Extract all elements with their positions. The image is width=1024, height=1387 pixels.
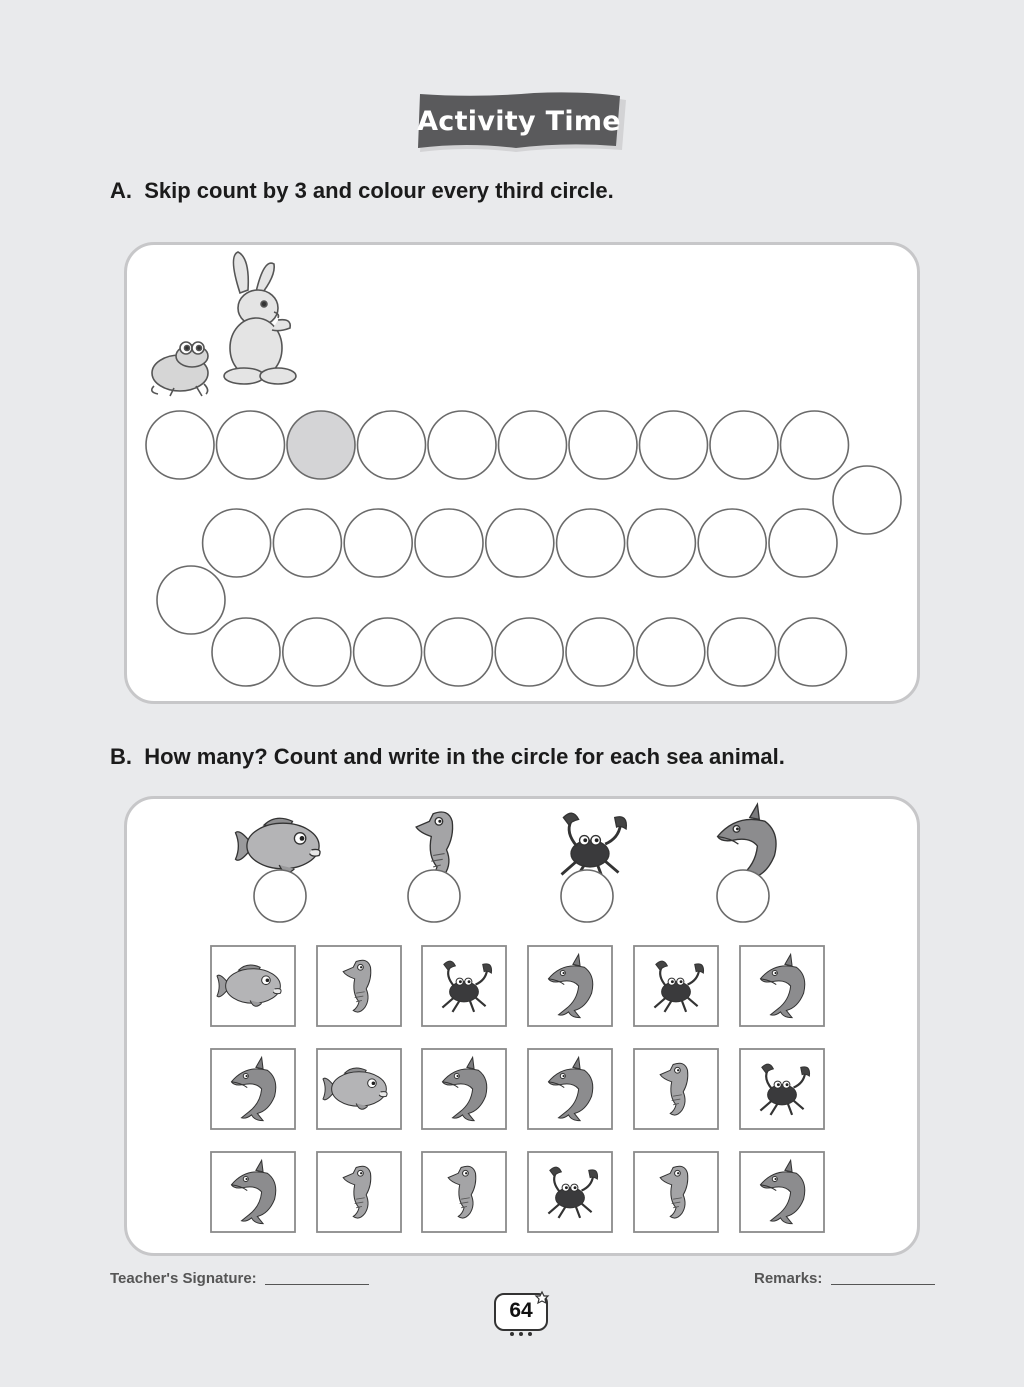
grid-cell [211,1152,295,1232]
count-circle-21[interactable] [157,566,225,634]
teacher-signature [110,1270,369,1287]
grid-cell [528,946,612,1026]
grid-cell [422,1049,506,1129]
rabbit-icon [224,252,296,384]
frog-and-rabbit-illustration [140,248,310,408]
question-b-label: B. [110,744,132,769]
count-circle-3[interactable] [287,411,355,479]
answer-crab [561,813,626,922]
count-circle-13[interactable] [698,509,766,577]
count-circle-29[interactable] [708,618,776,686]
count-circle-15[interactable] [557,509,625,577]
grid-cell [740,1049,824,1129]
grid-cell [634,1049,718,1129]
count-circle-14[interactable] [627,509,695,577]
count-circle-19[interactable] [273,509,341,577]
count-circle-26[interactable] [495,618,563,686]
count-circle-27[interactable] [566,618,634,686]
count-circle-7[interactable] [569,411,637,479]
grid-cell [422,946,506,1026]
grid-cell [634,1152,718,1232]
question-b [110,744,785,770]
grid-cell [634,946,718,1026]
count-circle-24[interactable] [354,618,422,686]
count-circle-28[interactable] [637,618,705,686]
remarks-label: Remarks: [754,1270,823,1287]
remarks-line[interactable] [831,1284,935,1285]
grid-cell [317,1152,401,1232]
frog-icon [152,342,208,396]
answer-circle-seahorse[interactable] [408,870,460,922]
count-circle-5[interactable] [428,411,496,479]
question-b-instruction: How many? Count and write in the circle for each sea animal. [144,744,785,769]
answer-circle-dolphin[interactable] [717,870,769,922]
sea-animal-area [124,796,920,1256]
count-circle-8[interactable] [640,411,708,479]
page-number: 64 [509,1299,533,1322]
grid-cell [317,946,401,1026]
answer-fish [236,818,321,922]
grid-cell [422,1152,506,1232]
answer-dolphin [717,804,776,922]
count-circle-25[interactable] [424,618,492,686]
grid-cell [211,946,295,1026]
question-a-instruction: Skip count by 3 and colour every third circle. [144,178,614,203]
grid-cell [528,1152,612,1232]
count-circle-22[interactable] [212,618,280,686]
count-circle-10[interactable] [781,411,849,479]
count-circle-30[interactable] [778,618,846,686]
count-circle-6[interactable] [499,411,567,479]
grid-cell [740,946,824,1026]
count-circle-4[interactable] [358,411,426,479]
grid-cell [528,1049,612,1129]
teacher-signature-label: Teacher's Signature: [110,1270,257,1287]
count-circle-16[interactable] [486,509,554,577]
count-circle-2[interactable] [217,411,285,479]
circle-track [130,400,910,700]
teacher-signature-line[interactable] [265,1284,369,1285]
count-circle-12[interactable] [769,509,837,577]
count-circle-20[interactable] [203,509,271,577]
grid-cell [211,1049,295,1129]
activity-time-title: Activity Time [417,105,621,137]
count-circle-17[interactable] [415,509,483,577]
answer-circle-crab[interactable] [561,870,613,922]
count-circle-11[interactable] [833,466,901,534]
count-circle-18[interactable] [344,509,412,577]
question-a [110,178,614,204]
answer-circle-fish[interactable] [254,870,306,922]
count-circle-9[interactable] [710,411,778,479]
remarks [754,1270,935,1287]
question-a-label: A. [110,178,132,203]
fish-icon [236,818,321,872]
answer-seahorse [408,812,460,922]
grid-cell [740,1152,824,1232]
count-circle-23[interactable] [283,618,351,686]
count-circle-1[interactable] [146,411,214,479]
grid-cell [317,1049,401,1129]
